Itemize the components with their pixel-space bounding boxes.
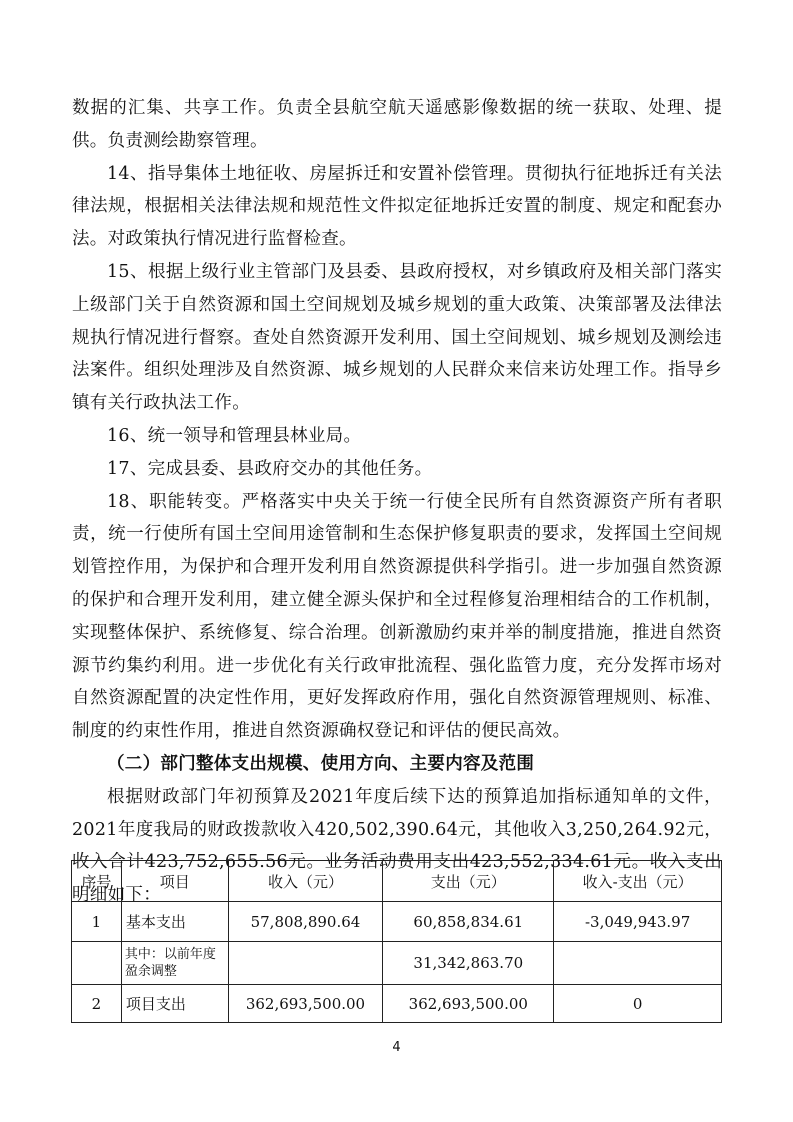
cell-diff: -3,049,943.97	[554, 902, 722, 942]
paragraph-item-18: 18、职能转变。严格落实中央关于统一行使全民所有自然资源资产所有者职责，统一行使所有国土空间用途管制和生态保护修复职责的要求，发挥国土空间规划管控作用，为保护和合理开发利用自然资源提供科学指引。进一步加强自然资源的保护和合理开发利用，建立健全源头保护和全过程修复治理相结合的工作机制，实现整体保护、系统修复、综合治理。创新激励约束并举的制度措施，推进自然资源节约集约利用。进一步优化有关行政审批流程、强化监管力度，充分发挥市场对自然资源配置的决定性作用，更好发挥政府作用，强化自然资源管理规则、标准、制度的约束性作用，推进自然资源确权登记和评估的便民高效。	[72, 491, 722, 742]
page-number: 4	[392, 1040, 401, 1055]
cell-expense: 362,693,500.00	[383, 985, 554, 1023]
cell-no	[72, 942, 122, 985]
cell-expense: 31,342,863.70	[383, 942, 554, 985]
table-row	[72, 985, 722, 1023]
cell-no: 1	[72, 902, 122, 942]
cell-diff: 0	[554, 985, 722, 1023]
body-text	[72, 92, 722, 912]
table-row	[72, 902, 722, 942]
cell-income	[228, 942, 383, 985]
section-heading: （二）部门整体支出规模、使用方向、主要内容及范围	[107, 753, 535, 774]
cell-no: 2	[72, 985, 122, 1023]
cell-expense: 60,858,834.61	[383, 902, 554, 942]
table-header-row	[72, 861, 722, 902]
paragraph-budget-summary: 根据财政部门年初预算及2021年度后续下达的预算追加指标通知单的文件，2021年度我局的财政拨款收入420,502,390.64元，其他收入3,250,264.92元，收入合计423,752,655.56元。业务活动费用支出423,552,334.61元。收入支出明细如下：	[72, 786, 722, 906]
header-no: 序号	[72, 861, 122, 902]
paragraph-continued: 数据的汇集、共享工作。负责全县航空航天遥感影像数据的统一获取、处理、提供。负责测绘勘察管理。	[72, 98, 722, 151]
paragraph-item-16: 16、统一领导和管理县林业局。	[107, 425, 362, 446]
header-item: 项目	[121, 861, 228, 902]
paragraph-item-17: 17、完成县委、县政府交办的其他任务。	[107, 458, 433, 479]
cell-income: 57,808,890.64	[228, 902, 383, 942]
cell-item: 项目支出	[121, 985, 228, 1023]
cell-diff	[554, 942, 722, 985]
income-expense-table	[71, 860, 722, 1023]
header-expense: 支出（元）	[383, 861, 554, 902]
table-row	[72, 942, 722, 985]
paragraph-item-15: 15、根据上级行业主管部门及县委、县政府授权，对乡镇政府及相关部门落实上级部门关于自然资源和国土空间规划及城乡规划的重大政策、决策部署及法律法规执行情况进行督察。查处自然资源开发利用、国土空间规划、城乡规划及测绘违法案件。组织处理涉及自然资源、城乡规划的人民群众来信来访处理工作。指导乡镇有关行政执法工作。	[72, 261, 722, 414]
header-diff: 收入-支出（元）	[554, 861, 722, 902]
cell-item: 基本支出	[121, 902, 228, 942]
header-income: 收入（元）	[228, 861, 383, 902]
paragraph-item-14: 14、指导集体土地征收、房屋拆迁和安置补偿管理。贯彻执行征地拆迁有关法律法规，根据相关法律法规和规范性文件拟定征地拆迁安置的制度、规定和配套办法。对政策执行情况进行监督检查。	[72, 163, 722, 250]
cell-item: 其中：以前年度盈余调整	[121, 942, 228, 985]
cell-income: 362,693,500.00	[228, 985, 383, 1023]
